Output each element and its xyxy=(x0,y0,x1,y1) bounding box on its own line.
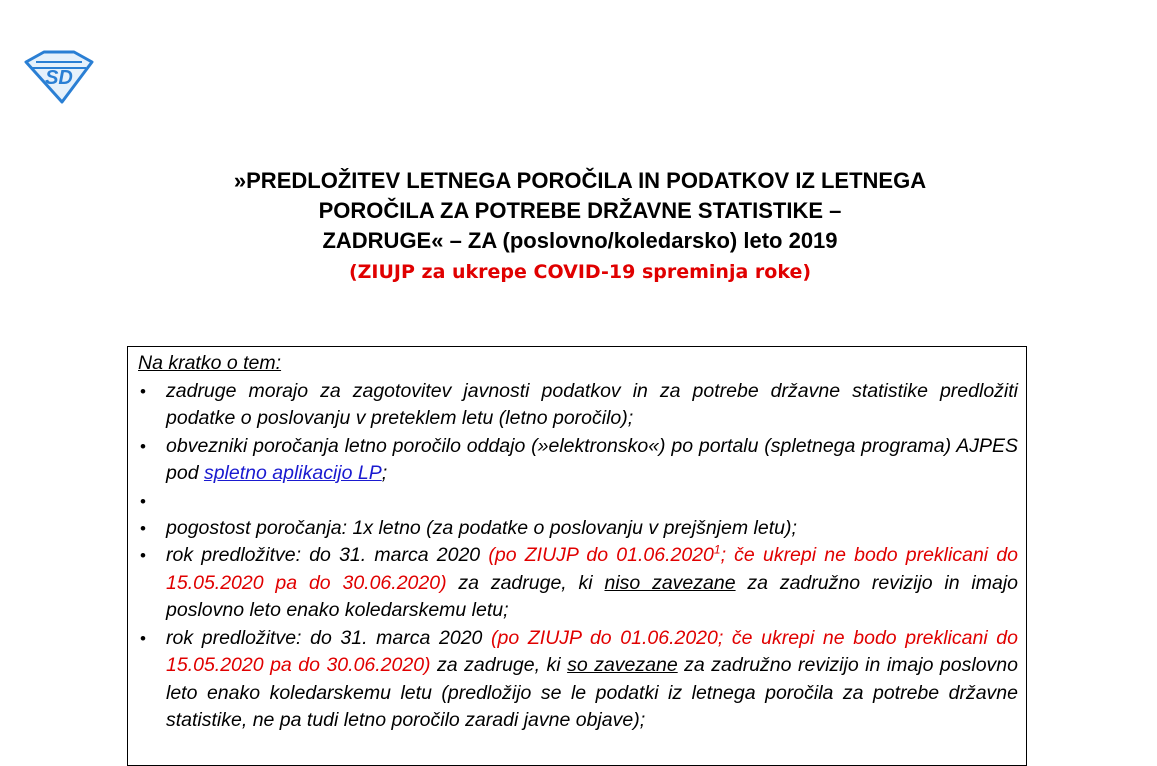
title-line-3: ZADRUGE« – ZA (poslovno/koledarsko) leto 2019 xyxy=(322,228,838,253)
document-title xyxy=(120,166,1040,256)
obligated-text: so zavezane xyxy=(567,654,678,676)
title-line-1: »PREDLOŽITEV LETNEGA POROČILA IN PODATKOV IZ LETNEGA xyxy=(233,168,927,193)
bullet-text-1: zadruge morajo za zagotovitev javnosti podatkov in za potrebe državne statistike predložiti podatke o poslovanju v preteklem letu (letno poročilo); xyxy=(166,379,1018,429)
not-obligated-text: niso zavezane xyxy=(604,571,736,594)
summary-list xyxy=(138,378,1018,735)
lp-app-link[interactable]: spletno aplikacijo LP xyxy=(203,462,382,484)
bullet-text-4: rok predložitve: do 31. marca 2020 xyxy=(166,544,489,566)
footnote-marker: 1 xyxy=(713,542,721,557)
bullet-text-4-mid: za zadruge, ki xyxy=(446,571,605,594)
list-spacer xyxy=(138,488,1018,515)
summary-heading: Na kratko o tem: xyxy=(138,352,282,374)
bullet-text-5-end: za zadružno revizijo in imajo poslovno leto enako koledarskemu letu (predložijo se le podatki iz letnega poročila za potrebe državne statistike, ne pa tudi letno poročilo zaradi javne objave); xyxy=(166,654,1018,731)
bullet-text-2: obvezniki poročanja letno poročilo oddajo (»elektronsko«) po portalu (spletnega programa) AJPES pod xyxy=(166,434,1018,484)
sd-logo-icon xyxy=(22,48,96,104)
list-item xyxy=(138,542,1018,625)
bullet-text-5: rok predložitve: do 31. marca 2020 xyxy=(166,626,492,649)
list-item xyxy=(138,378,1018,433)
bullet-text-2-end: ; xyxy=(381,462,388,484)
title-line-2: POROČILA ZA POTREBE DRŽAVNE STATISTIKE – xyxy=(318,198,842,223)
list-item xyxy=(138,515,1018,543)
document-subtitle: (ZIUJP za ukrepe COVID-19 spreminja roke) xyxy=(348,261,812,283)
summary-box xyxy=(127,346,1027,766)
deadline-note-red: (po ZIUJP do 01.06.2020 xyxy=(488,544,714,566)
bullet-text-3: pogostost poročanja: 1x letno (za podatke o poslovanju v prejšnjem letu); xyxy=(166,516,797,539)
deadline-note-red-3: (po ZIUJP do 01.06.2020; če ukrepi ne bodo preklicani do 15.05.2020 pa do 30.06.2020) xyxy=(166,626,1018,676)
list-item xyxy=(138,625,1018,735)
bullet-text-5-mid: za zadruge, ki xyxy=(430,654,568,676)
list-item xyxy=(138,433,1018,488)
deadline-note-red-2: ; če ukrepi ne bodo preklicani do 15.05.2020 pa do 30.06.2020) xyxy=(166,544,1019,594)
bullet-text-4-end: za zadružno revizijo in imajo poslovno leto enako koledarskemu letu; xyxy=(166,571,1019,621)
svg-text:SD: SD xyxy=(45,67,73,89)
